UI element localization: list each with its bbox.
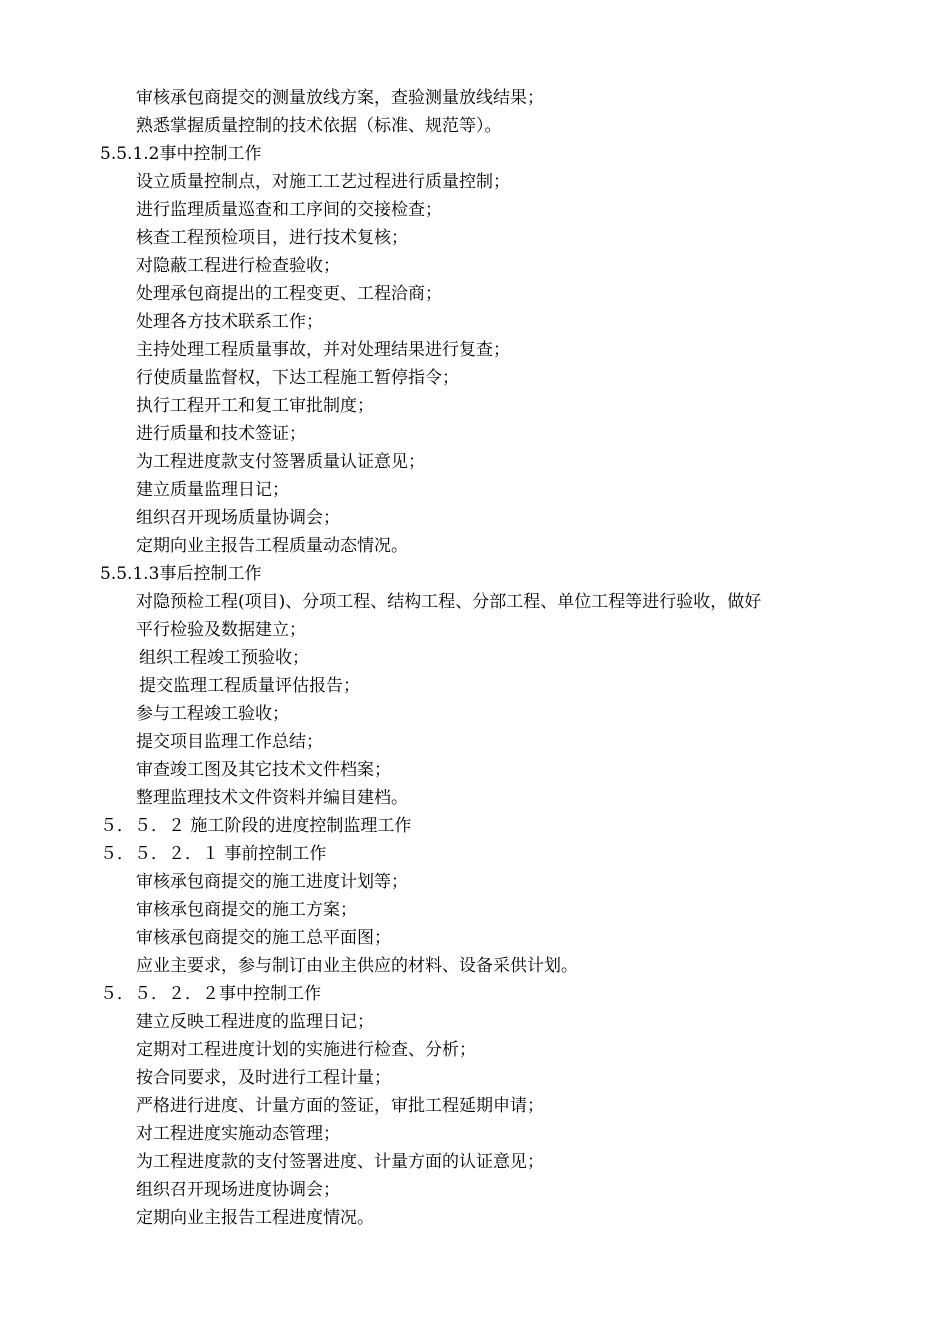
- list-item: 进行质量和技术签证；: [136, 424, 306, 444]
- list-item: 审核承包商提交的施工进度计划等；: [136, 872, 408, 892]
- list-item: 整理监理技术文件资料并编目建档。: [136, 788, 408, 808]
- list-item: 审核承包商提交的施工总平面图；: [136, 928, 391, 948]
- list-item: 提交项目监理工作总结；: [136, 732, 323, 752]
- list-item: 进行监理质量巡查和工序间的交接检查；: [136, 200, 442, 220]
- list-item: 定期向业主报告工程进度情况。: [136, 1208, 374, 1228]
- section-heading: 5.5.1.2事中控制工作: [100, 144, 262, 164]
- list-item: 审核承包商提交的测量放线方案，查验测量放线结果；: [136, 88, 544, 108]
- list-item: 为工程进度款的支付签署进度、计量方面的认证意见；: [136, 1152, 544, 1172]
- section-heading: 5.5.1.3事后控制工作: [100, 564, 262, 584]
- list-item: 设立质量控制点，对施工工艺过程进行质量控制；: [136, 172, 510, 192]
- list-item: 处理承包商提出的工程变更、工程洽商；: [136, 284, 442, 304]
- list-item: 核查工程预检项目，进行技术复核；: [136, 228, 408, 248]
- list-item: 处理各方技术联系工作；: [136, 312, 323, 332]
- list-item: 参与工程竣工验收；: [136, 704, 289, 724]
- list-item: 应业主要求，参与制订由业主供应的材料、设备采供计划。: [136, 956, 578, 976]
- list-item: 行使质量监督权，下达工程施工暂停指令；: [136, 368, 459, 388]
- list-item: 严格进行进度、计量方面的签证，审批工程延期申请；: [136, 1096, 544, 1116]
- list-item: 主持处理工程质量事故，并对处理结果进行复查；: [136, 340, 510, 360]
- document-page: [0, 84, 950, 1232]
- list-item: 对隐预检工程(项目)、分项工程、结构工程、分部工程、单位工程等进行验收，做好: [136, 592, 762, 612]
- list-item: 审核承包商提交的施工方案；: [136, 900, 357, 920]
- list-item: 建立反映工程进度的监理日记；: [136, 1012, 374, 1032]
- list-item: 审查竣工图及其它技术文件档案；: [136, 760, 391, 780]
- list-item: 熟悉掌握质量控制的技术依据（标准、规范等）。: [136, 116, 502, 136]
- list-item: 提交监理工程质量评估报告；: [139, 676, 360, 696]
- list-item: 建立质量监理日记；: [136, 480, 289, 500]
- list-item: 对工程进度实施动态管理；: [136, 1124, 340, 1144]
- section-heading: ５．５．２．２事中控制工作: [100, 984, 321, 1004]
- list-item: 按合同要求，及时进行工程计量；: [136, 1068, 391, 1088]
- section-heading: ５．５．２．１ 事前控制工作: [100, 844, 327, 864]
- list-item: 组织召开现场质量协调会；: [136, 508, 340, 528]
- list-item: 平行检验及数据建立；: [136, 620, 306, 640]
- list-item: 组织召开现场进度协调会；: [136, 1180, 340, 1200]
- section-heading: ５．５．２ 施工阶段的进度控制监理工作: [100, 816, 412, 836]
- list-item: 对隐蔽工程进行检查验收；: [136, 256, 340, 276]
- list-item: 定期向业主报告工程质量动态情况。: [136, 536, 408, 556]
- list-item: 组织工程竣工预验收；: [139, 648, 309, 668]
- list-item: 定期对工程进度计划的实施进行检查、分析；: [136, 1040, 476, 1060]
- list-item: 为工程进度款支付签署质量认证意见；: [136, 452, 425, 472]
- list-item: 执行工程开工和复工审批制度；: [136, 396, 374, 416]
